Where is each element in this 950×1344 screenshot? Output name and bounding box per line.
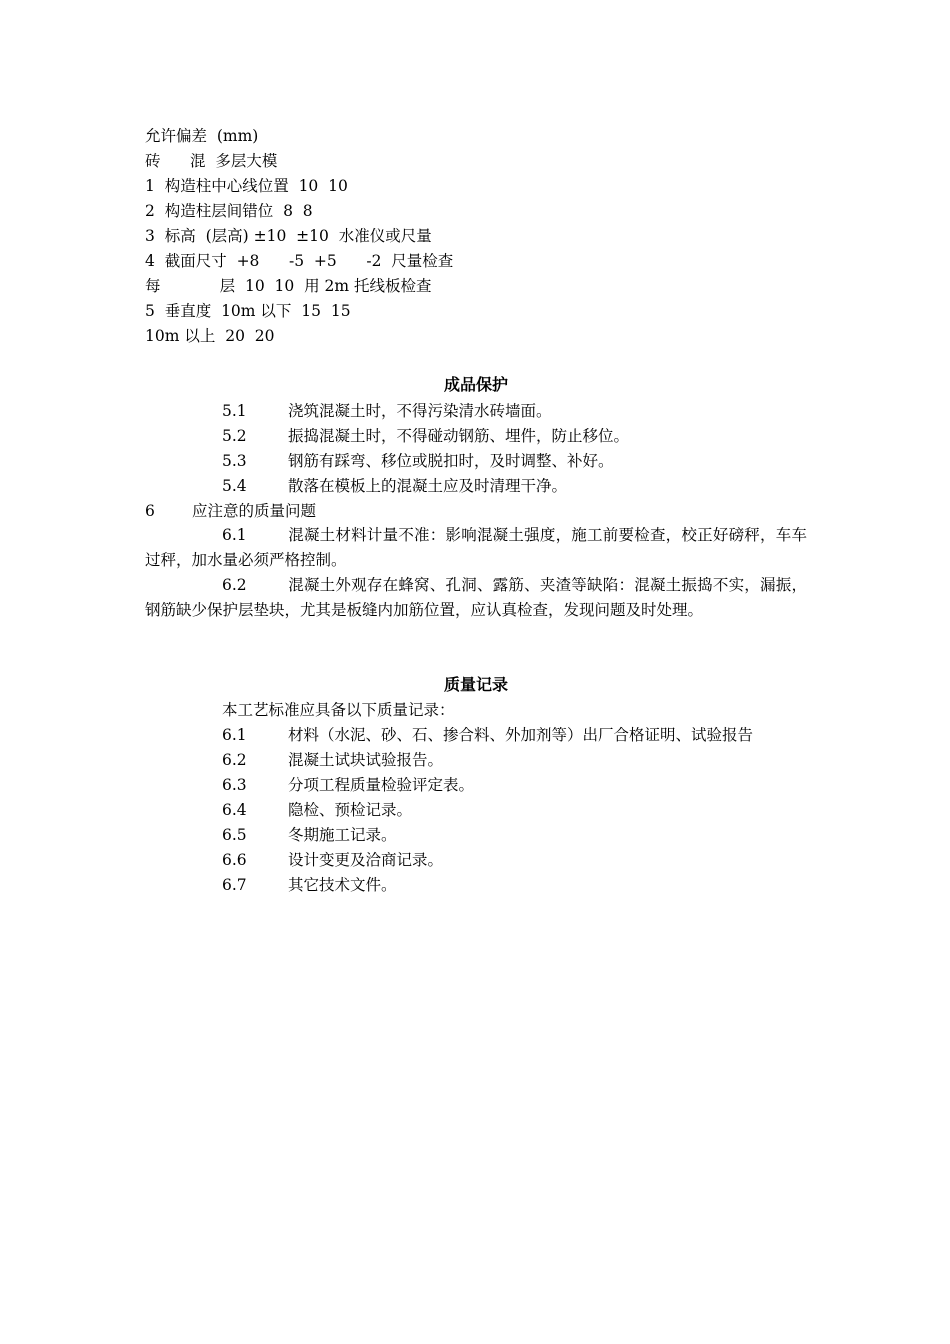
item-number: 6.1 [222,526,247,544]
section-title-protection: 成品保护 [443,375,508,394]
item-text: 设计变更及洽商记录。 [288,851,444,869]
tolerance-line: 3 标高 (层高) ±10 ±10 水准仪或尺量 [145,227,432,245]
record-item [222,873,397,897]
item-number: 6.5 [222,826,247,844]
item-text: 钢筋有踩弯、移位或脱扣时，及时调整、补好。 [288,452,614,470]
record-item [222,773,474,797]
tolerance-line: 2 构造柱层间错位 8 8 [145,202,313,220]
section-heading-quality-issues [145,499,316,523]
item-number: 5.1 [222,402,247,420]
records-intro: 本工艺标准应具备以下质量记录： [222,701,455,719]
item-text: 散落在模板上的混凝土应及时清理干净。 [288,477,568,495]
section-title-records: 质量记录 [443,675,508,694]
item-text: 分项工程质量检验评定表。 [288,776,475,794]
item-text: 振捣混凝土时，不得碰动钢筋、埋件，防止移位。 [288,427,630,445]
tolerance-line: 4 截面尺寸 +8 -5 +5 -2 尺量检查 [145,252,454,270]
item-number: 5.3 [222,452,247,470]
item-number: 6.6 [222,851,247,869]
item-text: 冬期施工记录。 [288,826,397,844]
item-text: 隐检、预检记录。 [288,801,413,819]
protection-item [222,449,614,473]
record-item [222,798,412,822]
item-text: 混凝土外观存在蜂窝、孔洞、露筋、夹渣等缺陷：混凝土振捣不实，漏振，钢筋缺少保护层垫块，尤其是板缝内加筋位置，应认真检查，发现问题及时处理。 [145,576,807,619]
tolerance-line: 5 垂直度 10m 以下 15 15 [145,302,351,320]
item-number: 5.4 [222,477,247,495]
item-number: 6.2 [222,576,247,594]
quality-issue-paragraph [145,573,807,623]
section-number: 6 [145,502,155,520]
quality-issue-paragraph [145,523,807,573]
record-item [222,723,753,747]
record-item [222,748,443,772]
record-item [222,823,397,847]
item-text: 混凝土试块试验报告。 [288,751,444,769]
tolerance-line: 砖 混 多层大模 [145,152,278,170]
section-heading-text: 应注意的质量问题 [192,502,317,520]
protection-item [222,424,629,448]
protection-item [222,474,567,498]
item-number: 6.4 [222,801,247,819]
tolerance-line: 允许偏差 (mm) [145,127,259,145]
record-item [222,848,443,872]
item-text: 浇筑混凝土时，不得污染清水砖墙面。 [288,402,552,420]
item-number: 5.2 [222,427,247,445]
item-number: 6.7 [222,876,247,894]
item-number: 6.1 [222,726,247,744]
protection-item [222,399,552,423]
tolerance-line: 10m 以上 20 20 [145,327,275,345]
item-number: 6.2 [222,751,247,769]
tolerance-line: 1 构造柱中心线位置 10 10 [145,177,348,195]
item-text: 混凝土材料计量不准：影响混凝土强度，施工前要检查，校正好磅秤，车车过秤，加水量必须严格控制。 [145,526,807,569]
tolerance-line: 每 层 10 10 用 2m 托线板检查 [145,277,432,295]
item-text: 材料（水泥、砂、石、掺合料、外加剂等）出厂合格证明、试验报告 [288,726,754,744]
item-text: 其它技术文件。 [288,876,397,894]
item-number: 6.3 [222,776,247,794]
